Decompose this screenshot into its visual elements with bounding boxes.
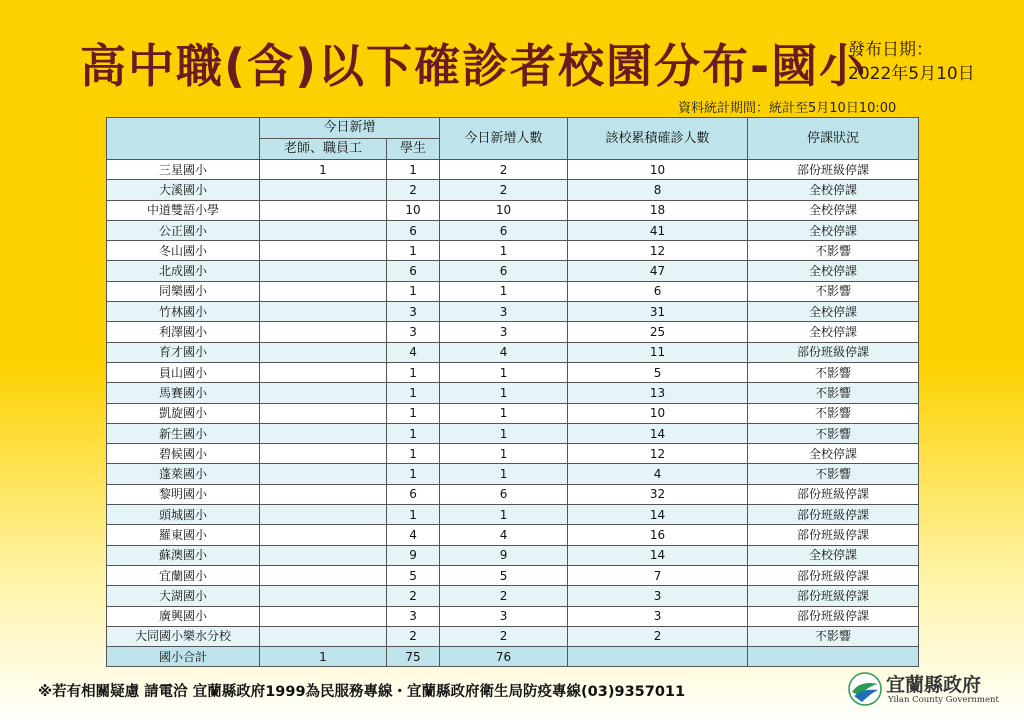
new-count: 1 [440, 464, 568, 484]
new-count: 1 [440, 241, 568, 261]
cumulative-count: 13 [568, 383, 748, 403]
publish-label: 發布日期： [848, 40, 933, 60]
school-name: 蓬萊國小 [107, 464, 260, 484]
cumulative-count: 5 [568, 362, 748, 382]
new-count: 3 [440, 606, 568, 626]
suspension-status: 全校停課 [748, 444, 919, 464]
new-count: 1 [440, 362, 568, 382]
new-today-header: 今日新增 [260, 118, 440, 139]
suspension-status: 不影響 [748, 281, 919, 301]
new-count: 4 [440, 342, 568, 362]
school-header [107, 118, 260, 160]
school-name: 馬賽國小 [107, 383, 260, 403]
table-row [107, 342, 919, 362]
staff-count [260, 322, 387, 342]
suspension-status: 全校停課 [748, 302, 919, 322]
table-row [107, 545, 919, 565]
staff-count [260, 342, 387, 362]
cumulative-count: 25 [568, 322, 748, 342]
school-name: 廣興國小 [107, 606, 260, 626]
student-count: 4 [387, 525, 440, 545]
student-count: 1 [387, 160, 440, 180]
school-name: 大同國小樂水分校 [107, 626, 260, 646]
staff-count: 1 [260, 160, 387, 180]
cumulative-count: 7 [568, 565, 748, 585]
staff-count [260, 180, 387, 200]
staff-count [260, 505, 387, 525]
school-name: 頭城國小 [107, 505, 260, 525]
staff-header: 老師、職員工 [260, 139, 387, 160]
new-count: 2 [440, 626, 568, 646]
staff-count [260, 626, 387, 646]
cumulative-count: 41 [568, 220, 748, 240]
statistics-period: 資料統計期間：統計至5月10日10:00 [678, 101, 897, 116]
cumulative-count: 2 [568, 626, 748, 646]
suspension-status: 不影響 [748, 403, 919, 423]
suspension-status: 部份班級停課 [748, 505, 919, 525]
student-count: 1 [387, 281, 440, 301]
total-row [107, 647, 919, 667]
table-row [107, 281, 919, 301]
table-row [107, 200, 919, 220]
school-name: 冬山國小 [107, 241, 260, 261]
cumulative-count: 4 [568, 464, 748, 484]
student-count: 6 [387, 261, 440, 281]
new-count: 1 [440, 383, 568, 403]
staff-count [260, 362, 387, 382]
student-header: 學生 [387, 139, 440, 160]
suspension-status: 不影響 [748, 383, 919, 403]
school-name: 大湖國小 [107, 586, 260, 606]
staff-count [260, 444, 387, 464]
table-row [107, 180, 919, 200]
suspension-status: 不影響 [748, 464, 919, 484]
table-row [107, 464, 919, 484]
table-row [107, 302, 919, 322]
new-count: 9 [440, 545, 568, 565]
cumulative-count: 11 [568, 342, 748, 362]
school-name: 羅東國小 [107, 525, 260, 545]
student-count: 2 [387, 586, 440, 606]
student-count: 1 [387, 383, 440, 403]
total-label: 國小合計 [107, 647, 260, 667]
student-count: 5 [387, 565, 440, 585]
table-row [107, 160, 919, 180]
staff-count [260, 484, 387, 504]
table-row [107, 220, 919, 240]
status-header: 停課狀況 [748, 118, 919, 160]
school-name: 凱旋國小 [107, 403, 260, 423]
staff-count [260, 383, 387, 403]
school-name: 新生國小 [107, 423, 260, 443]
logo-english: Yilan County Government [888, 695, 999, 705]
staff-count [260, 525, 387, 545]
new-count: 5 [440, 565, 568, 585]
staff-count [260, 423, 387, 443]
table-row [107, 484, 919, 504]
student-count: 9 [387, 545, 440, 565]
logo-name: 宜蘭縣政府 [886, 674, 982, 696]
staff-count [260, 606, 387, 626]
suspension-status: 部份班級停課 [748, 484, 919, 504]
staff-count [260, 545, 387, 565]
staff-count [260, 241, 387, 261]
table-row [107, 423, 919, 443]
school-name: 三星國小 [107, 160, 260, 180]
table-row [107, 505, 919, 525]
publish-date-block [848, 38, 975, 86]
suspension-status: 全校停課 [748, 322, 919, 342]
student-count: 6 [387, 484, 440, 504]
new-count-header: 今日新增人數 [440, 118, 568, 160]
suspension-status: 不影響 [748, 362, 919, 382]
new-count: 4 [440, 525, 568, 545]
cumulative-count: 32 [568, 484, 748, 504]
staff-count [260, 220, 387, 240]
staff-count [260, 200, 387, 220]
suspension-status: 全校停課 [748, 545, 919, 565]
table-row [107, 241, 919, 261]
suspension-status: 部份班級停課 [748, 606, 919, 626]
cumulative-count: 14 [568, 423, 748, 443]
suspension-status: 全校停課 [748, 200, 919, 220]
suspension-status: 不影響 [748, 423, 919, 443]
suspension-status: 部份班級停課 [748, 565, 919, 585]
cumulative-count: 14 [568, 505, 748, 525]
student-count: 4 [387, 342, 440, 362]
total-cumulative-count [568, 647, 748, 667]
suspension-status: 部份班級停課 [748, 342, 919, 362]
school-name: 竹林國小 [107, 302, 260, 322]
suspension-status: 不影響 [748, 241, 919, 261]
table-row [107, 626, 919, 646]
table-row [107, 606, 919, 626]
total-student-count: 75 [387, 647, 440, 667]
cumulative-count: 12 [568, 444, 748, 464]
cumulative-count: 18 [568, 200, 748, 220]
school-name: 宜蘭國小 [107, 565, 260, 585]
student-count: 3 [387, 322, 440, 342]
new-count: 6 [440, 220, 568, 240]
cumulative-count: 8 [568, 180, 748, 200]
cumulative-count: 16 [568, 525, 748, 545]
table-row [107, 565, 919, 585]
student-count: 2 [387, 180, 440, 200]
new-count: 6 [440, 484, 568, 504]
school-name: 中道雙語小學 [107, 200, 260, 220]
new-count: 2 [440, 586, 568, 606]
student-count: 1 [387, 505, 440, 525]
school-cases-table [106, 117, 919, 667]
suspension-status: 全校停課 [748, 180, 919, 200]
staff-count [260, 281, 387, 301]
school-name: 公正國小 [107, 220, 260, 240]
school-name: 黎明國小 [107, 484, 260, 504]
total-new-count: 76 [440, 647, 568, 667]
staff-count [260, 565, 387, 585]
new-count: 1 [440, 505, 568, 525]
cumulative-count: 10 [568, 403, 748, 423]
table-row [107, 383, 919, 403]
table-row [107, 322, 919, 342]
table-row [107, 444, 919, 464]
school-name: 北成國小 [107, 261, 260, 281]
staff-count [260, 586, 387, 606]
school-name: 同樂國小 [107, 281, 260, 301]
cumulative-count: 10 [568, 160, 748, 180]
table-row [107, 525, 919, 545]
new-count: 1 [440, 281, 568, 301]
cumulative-count: 31 [568, 302, 748, 322]
table-row [107, 261, 919, 281]
school-name: 員山國小 [107, 362, 260, 382]
cumulative-count: 12 [568, 241, 748, 261]
new-count: 10 [440, 200, 568, 220]
staff-count [260, 302, 387, 322]
student-count: 1 [387, 241, 440, 261]
school-name: 育才國小 [107, 342, 260, 362]
student-count: 2 [387, 626, 440, 646]
new-count: 3 [440, 322, 568, 342]
new-count: 3 [440, 302, 568, 322]
page-title: 高中職(含)以下確診者校園分布-國小 [80, 39, 868, 93]
suspension-status: 部份班級停課 [748, 586, 919, 606]
cumulative-count: 47 [568, 261, 748, 281]
school-name: 碧候國小 [107, 444, 260, 464]
student-count: 3 [387, 302, 440, 322]
new-count: 1 [440, 423, 568, 443]
new-count: 6 [440, 261, 568, 281]
publish-date: 2022年5月10日 [848, 64, 975, 84]
total-suspension-status [748, 647, 919, 667]
suspension-status: 部份班級停課 [748, 160, 919, 180]
student-count: 6 [387, 220, 440, 240]
cumulative-count: 14 [568, 545, 748, 565]
school-name: 利澤國小 [107, 322, 260, 342]
suspension-status: 部份班級停課 [748, 525, 919, 545]
government-logo [848, 670, 998, 710]
student-count: 1 [387, 403, 440, 423]
student-count: 1 [387, 423, 440, 443]
student-count: 3 [387, 606, 440, 626]
suspension-status: 全校停課 [748, 261, 919, 281]
student-count: 1 [387, 444, 440, 464]
cumulative-header: 該校累積確診人數 [568, 118, 748, 160]
new-count: 2 [440, 160, 568, 180]
total-staff-count: 1 [260, 647, 387, 667]
staff-count [260, 464, 387, 484]
cumulative-count: 6 [568, 281, 748, 301]
school-name: 蘇澳國小 [107, 545, 260, 565]
cumulative-count: 3 [568, 606, 748, 626]
table-row [107, 362, 919, 382]
student-count: 1 [387, 362, 440, 382]
staff-count [260, 261, 387, 281]
new-count: 1 [440, 444, 568, 464]
cumulative-count: 3 [568, 586, 748, 606]
new-count: 2 [440, 180, 568, 200]
suspension-status: 不影響 [748, 626, 919, 646]
school-name: 大溪國小 [107, 180, 260, 200]
staff-count [260, 403, 387, 423]
county-emblem-icon [848, 672, 882, 706]
student-count: 10 [387, 200, 440, 220]
new-count: 1 [440, 403, 568, 423]
table-row [107, 586, 919, 606]
suspension-status: 全校停課 [748, 220, 919, 240]
table-row [107, 403, 919, 423]
table-body [107, 160, 919, 667]
header-row-1 [107, 118, 919, 139]
footer-note: ※若有相關疑慮 請電洽 宜蘭縣政府1999為民服務專線・宜蘭縣政府衛生局防疫專線(03)9357011 [38, 684, 686, 700]
student-count: 1 [387, 464, 440, 484]
